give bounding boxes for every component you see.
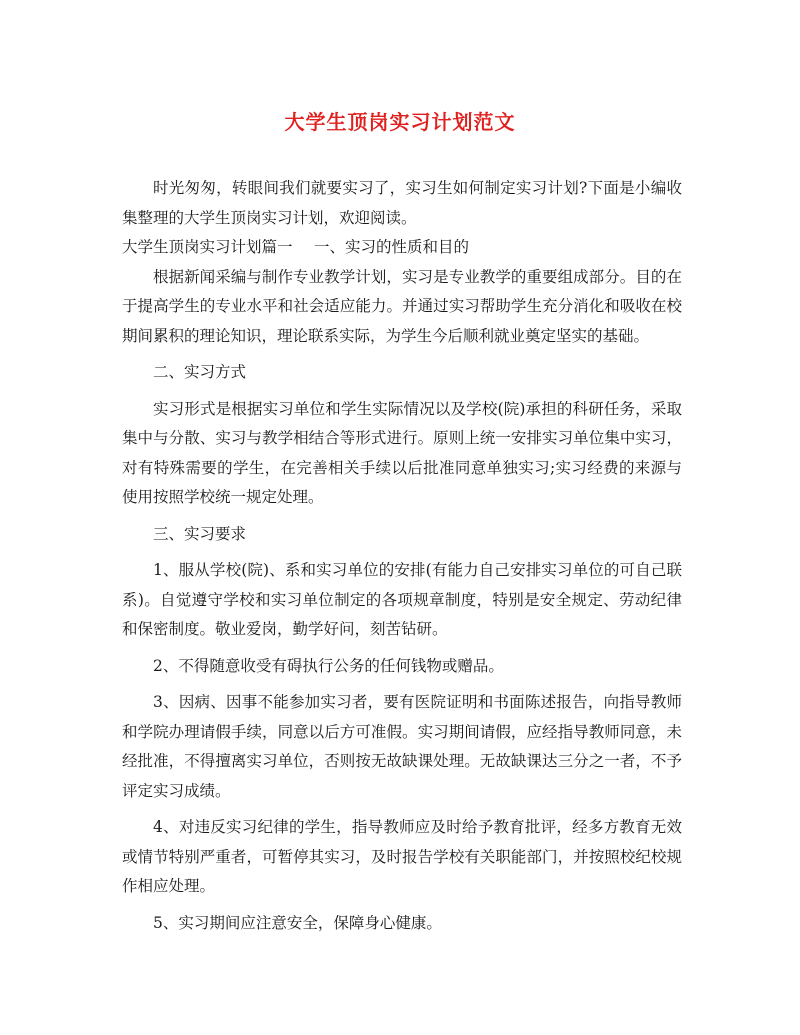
section2-heading: 二、实习方式 bbox=[153, 363, 247, 381]
section2-paragraph: 实习形式是根据实习单位和学生实际情况以及学校(院)承担的科研任务，采取集中与分散、实习与教学相结合等形式进行。原则上统一安排实习单位集中实习，对有特殊需要的学生，在完善相关手续以后批准同意单独实习;实习经费的来源与使用按照学校统一规定处理。 bbox=[122, 399, 682, 506]
section3-heading: 三、实习要求 bbox=[153, 524, 247, 543]
document-body bbox=[122, 174, 682, 938]
intro-paragraph: 时光匆匆，转眼间我们就要实习了，实习生如何制定实习计划?下面是小编收集整理的大学生顶岗实习计划，欢迎阅读。 bbox=[122, 179, 682, 227]
section-label: 大学生顶岗实习计划篇一 bbox=[122, 238, 293, 256]
document-title: 大学生顶岗实习计划范文 bbox=[284, 110, 516, 134]
section1-paragraph: 根据新闻采编与制作专业教学计划，实习是专业教学的重要组成部分。目的在于提高学生的专业水平和社会适应能力。并通过实习帮助学生充分消化和吸收在校期间累积的理论知识，理论联系实际，为学生今后顺利就业奠定坚实的基础。 bbox=[122, 267, 682, 345]
requirement-item: 3、因病、因事不能参加实习者，要有医院证明和书面陈述报告，向指导教师和学院办理请假手续，同意以后方可准假。实习期间请假，应经指导教师同意，未经批准，不得擅离实习单位，否则按无故缺课处理。无故缺课达三分之一者，不予评定实习成绩。 bbox=[122, 693, 682, 800]
section-label-row bbox=[122, 233, 682, 263]
section1-heading: 一、实习的性质和目的 bbox=[314, 238, 470, 256]
requirement-item: 2、不得随意收受有碍执行公务的任何钱物或赠品。 bbox=[153, 656, 504, 675]
requirement-item: 4、对违反实习纪律的学生，指导教师应及时给予教育批评，经多方教育无效或情节特别严重者，可暂停其实习，及时报告学校有关职能部门，并按照校纪校规作相应处理。 bbox=[122, 818, 682, 895]
requirement-item: 1、服从学校(院)、系和实习单位的安排(有能力自己安排实习单位的可自己联系)。自觉遵守学校和实习单位制定的各项规章制度，特别是安全规定、劳动纪律和保密制度。敬业爱岗，勤学好问，刻苦钻研。 bbox=[122, 561, 682, 638]
requirement-item: 5、实习期间应注意安全，保障身心健康。 bbox=[153, 913, 442, 932]
